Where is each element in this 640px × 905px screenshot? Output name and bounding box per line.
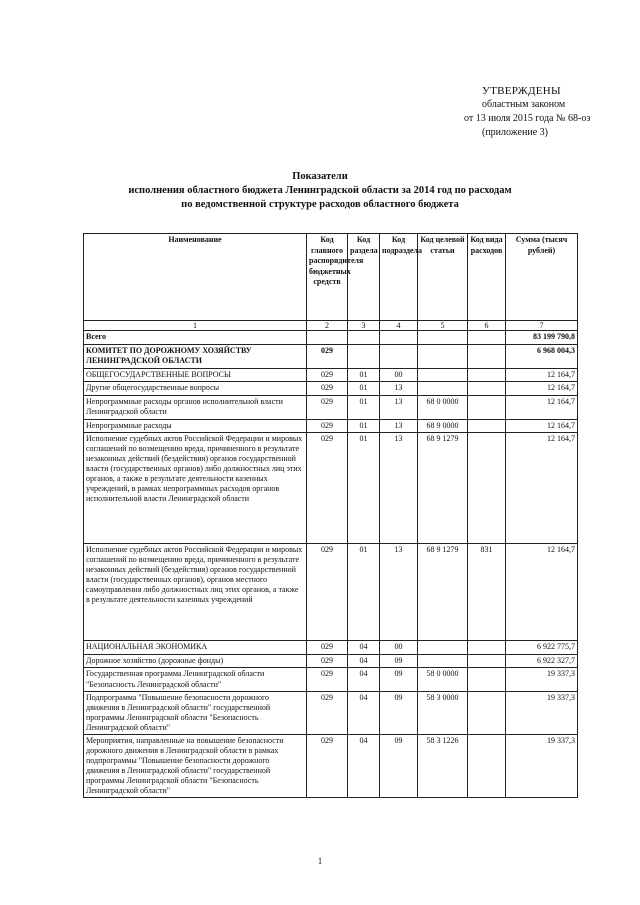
table-row [84, 419, 578, 433]
cell-pr: 09 [380, 668, 418, 692]
cell-sum: 12 164,7 [506, 544, 578, 641]
cell-pr: 13 [380, 395, 418, 419]
cell-sum: 6 922 327,7 [506, 654, 578, 668]
cell-sum: 12 164,7 [506, 419, 578, 433]
index-cell: 6 [468, 321, 506, 331]
index-cell: 3 [348, 321, 380, 331]
cell-csr [418, 344, 468, 368]
cell-sum: 19 337,3 [506, 692, 578, 735]
cell-gr: 029 [307, 735, 348, 798]
table-row [84, 692, 578, 735]
index-cell: 4 [380, 321, 418, 331]
cell-sum: 12 164,7 [506, 395, 578, 419]
cell-gr: 029 [307, 368, 348, 382]
cell-pr: 13 [380, 433, 418, 544]
cell-name: Непрограммные расходы органов исполнительной власти Ленинградской области [84, 395, 307, 419]
cell-sum: 6 968 004,3 [506, 344, 578, 368]
header-gr: Код главного распорядителя бюджетных средств [307, 234, 348, 321]
cell-csr: 68 9 1279 [418, 544, 468, 641]
cell-name: Другие общегосударственные вопросы [84, 382, 307, 396]
table-header-row [84, 234, 578, 321]
cell-vr [468, 419, 506, 433]
cell-gr: 029 [307, 641, 348, 655]
cell-name: Государственная программа Ленинградской области "Безопасность Ленинградской области" [84, 668, 307, 692]
cell-gr: 029 [307, 692, 348, 735]
cell-vr: 831 [468, 544, 506, 641]
cell-name: Подпрограмма "Повышение безопасности дорожного движения в Ленинградской области" государственной программы Ленинградской области "Безопасность Ленинградской области" [84, 692, 307, 735]
cell-gr: 029 [307, 433, 348, 544]
cell-csr: 58 3 0000 [418, 692, 468, 735]
header-sum: Сумма (тысяч рублей) [506, 234, 578, 321]
index-cell: 2 [307, 321, 348, 331]
cell-pr: 00 [380, 368, 418, 382]
title-line-2: исполнения областного бюджета Ленинградской области за 2014 год по расходам [128, 185, 512, 196]
cell-vr [468, 331, 506, 345]
cell-pr: 09 [380, 735, 418, 798]
approval-line-1: УТВЕРЖДЕНЫ [482, 85, 561, 97]
cell-sum: 19 337,3 [506, 668, 578, 692]
table-row [84, 331, 578, 345]
cell-vr [468, 382, 506, 396]
cell-rz [348, 344, 380, 368]
cell-sum: 6 922 775,7 [506, 641, 578, 655]
header-vr: Код вида расходов [468, 234, 506, 321]
cell-name: НАЦИОНАЛЬНАЯ ЭКОНОМИКА [84, 641, 307, 655]
cell-gr: 029 [307, 344, 348, 368]
header-rz: Код раздела [348, 234, 380, 321]
cell-pr [380, 344, 418, 368]
cell-vr [468, 368, 506, 382]
cell-pr: 09 [380, 692, 418, 735]
approval-line-4: (приложение 3) [482, 127, 548, 138]
cell-csr: 68 9 0000 [418, 419, 468, 433]
cell-rz: 01 [348, 368, 380, 382]
cell-vr [468, 344, 506, 368]
cell-name: ОБЩЕГОСУДАРСТВЕННЫЕ ВОПРОСЫ [84, 368, 307, 382]
header-pr: Код подраздела [380, 234, 418, 321]
title-line-3: по ведомственной структуре расходов областного бюджета [181, 199, 459, 210]
cell-vr [468, 692, 506, 735]
cell-gr: 029 [307, 668, 348, 692]
cell-gr: 029 [307, 544, 348, 641]
cell-csr [418, 382, 468, 396]
cell-name: Непрограммные расходы [84, 419, 307, 433]
index-cell: 5 [418, 321, 468, 331]
cell-rz: 04 [348, 654, 380, 668]
approval-stamp [464, 84, 630, 140]
cell-vr [468, 641, 506, 655]
document-title [0, 170, 640, 212]
table-row [84, 654, 578, 668]
table-row [84, 735, 578, 798]
cell-vr [468, 433, 506, 544]
cell-csr: 68 9 1279 [418, 433, 468, 544]
cell-pr: 13 [380, 382, 418, 396]
cell-rz: 01 [348, 544, 380, 641]
cell-rz [348, 331, 380, 345]
cell-rz: 04 [348, 692, 380, 735]
cell-vr [468, 735, 506, 798]
cell-vr [468, 395, 506, 419]
cell-gr: 029 [307, 419, 348, 433]
cell-rz: 04 [348, 735, 380, 798]
cell-rz: 01 [348, 382, 380, 396]
table-row [84, 395, 578, 419]
cell-rz: 04 [348, 641, 380, 655]
cell-gr: 029 [307, 395, 348, 419]
table-row [84, 382, 578, 396]
cell-sum: 12 164,7 [506, 382, 578, 396]
table-row [84, 433, 578, 544]
cell-pr [380, 331, 418, 345]
cell-sum: 19 337,3 [506, 735, 578, 798]
cell-vr [468, 668, 506, 692]
table-row [84, 544, 578, 641]
cell-name: КОМИТЕТ ПО ДОРОЖНОМУ ХОЗЯЙСТВУ ЛЕНИНГРАДСКОЙ ОБЛАСТИ [84, 344, 307, 368]
cell-sum: 83 199 790,8 [506, 331, 578, 345]
header-name: Наименование [84, 234, 307, 321]
table-row [84, 368, 578, 382]
cell-sum: 12 164,7 [506, 368, 578, 382]
cell-csr: 58 3 1226 [418, 735, 468, 798]
cell-rz: 01 [348, 395, 380, 419]
cell-pr: 00 [380, 641, 418, 655]
cell-gr: 029 [307, 654, 348, 668]
cell-vr [468, 654, 506, 668]
cell-pr: 13 [380, 544, 418, 641]
approval-line-2: областным законом [482, 99, 566, 110]
cell-name: Мероприятия, направленные на повышение безопасности дорожного движения в Ленинградской области в рамках подпрограммы "Повышение безопасности дорожного движения в Ленинградской области" государственной программы Ленинградской области "Безопасность Ленинградской области" [84, 735, 307, 798]
cell-name: Исполнение судебных актов Российской Федерации и мировых соглашений по возмещению вреда, причиненного в результате незаконных действий (бездействия) органов государственной власти (государственных органов), органов местного самоуправления либо должностных лиц этих органов, а также в результате деятельности казенных учреждений [84, 544, 307, 641]
cell-csr: 68 0 0000 [418, 395, 468, 419]
index-cell: 1 [84, 321, 307, 331]
cell-csr: 58 0 0000 [418, 668, 468, 692]
cell-name: Всего [84, 331, 307, 345]
page-number: 1 [317, 856, 323, 866]
expenditure-table [83, 233, 578, 798]
approval-line-3: от 13 июля 2015 года № 68-оз [464, 113, 591, 124]
cell-rz: 01 [348, 433, 380, 544]
cell-csr [418, 654, 468, 668]
header-csr: Код целевой статьи [418, 234, 468, 321]
column-index-row [84, 321, 578, 331]
index-cell: 7 [506, 321, 578, 331]
cell-name: Дорожное хозяйство (дорожные фонды) [84, 654, 307, 668]
cell-rz: 04 [348, 668, 380, 692]
cell-gr: 029 [307, 382, 348, 396]
cell-csr [418, 368, 468, 382]
cell-rz: 01 [348, 419, 380, 433]
cell-sum: 12 164,7 [506, 433, 578, 544]
title-line-1: Показатели [292, 171, 348, 182]
cell-csr [418, 331, 468, 345]
cell-pr: 13 [380, 419, 418, 433]
table-row [84, 641, 578, 655]
table-row [84, 668, 578, 692]
cell-csr [418, 641, 468, 655]
cell-gr [307, 331, 348, 345]
cell-name: Исполнение судебных актов Российской Федерации и мировых соглашений по возмещению вреда, причиненного в результате незаконных действий (бездействия) органов государственной власти (государственных органов) либо должностных лиц этих органов, а также в результате деятельности казенных учреждений, в рамках непрограммных расходов органов исполнительной власти Ленинградской области [84, 433, 307, 544]
table-row [84, 344, 578, 368]
cell-pr: 09 [380, 654, 418, 668]
